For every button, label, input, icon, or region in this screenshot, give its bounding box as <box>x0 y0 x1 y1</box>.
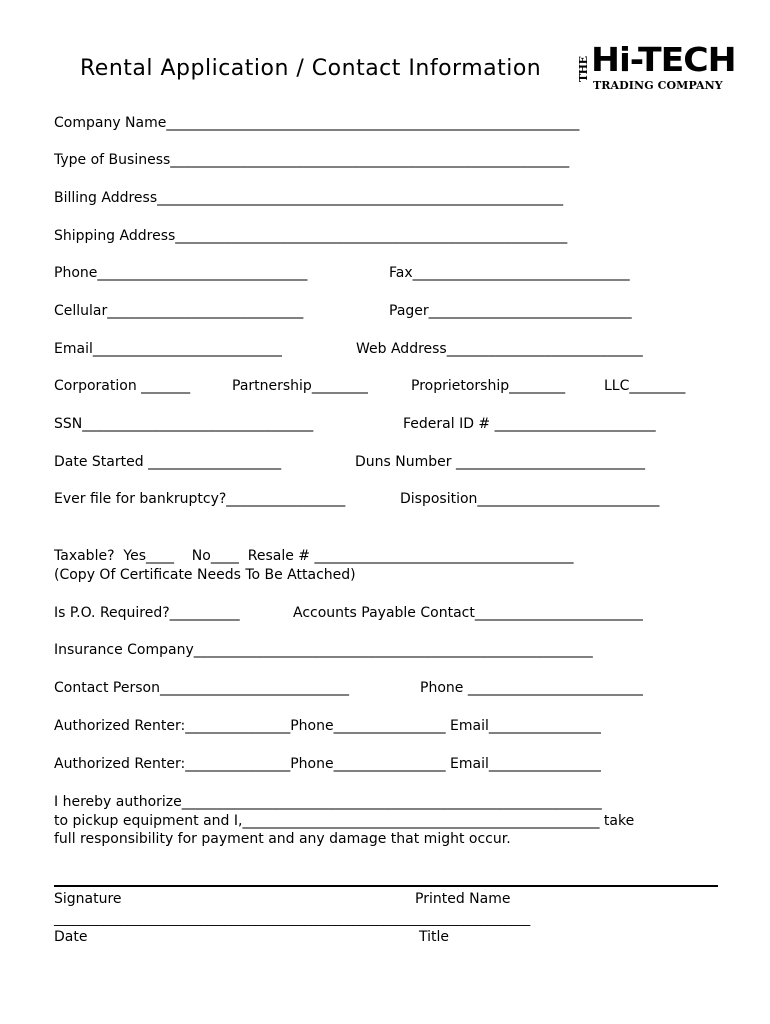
federal-id-field[interactable]: Federal ID # _______________________ <box>403 416 656 432</box>
pager-field[interactable]: Pager_____________________________ <box>389 303 632 319</box>
authorize-line-3: full responsibility for payment and any damage that might occur. <box>54 831 511 847</box>
taxable-resale-field[interactable]: Taxable? Yes____ No____ Resale # _____________________________________ <box>54 548 574 564</box>
phone-field[interactable]: Phone______________________________ <box>54 265 308 281</box>
contact-phone-field[interactable]: Phone _________________________ <box>420 680 643 696</box>
partnership-field[interactable]: Partnership________ <box>232 378 368 394</box>
authorize-line-1[interactable]: I hereby authorize____________________________________________________________ <box>54 794 602 810</box>
signature-underline[interactable]: ______________________________________________________________________________ <box>54 912 530 927</box>
logo-trading-company-text: TRADING COMPANY <box>593 79 723 92</box>
proprietorship-field[interactable]: Proprietorship________ <box>411 378 566 394</box>
disposition-field[interactable]: Disposition__________________________ <box>400 491 660 507</box>
accounts-payable-field[interactable]: Accounts Payable Contact________________________ <box>293 605 643 621</box>
printed-name-label: Printed Name <box>415 891 511 907</box>
hi-tech-logo <box>577 40 736 96</box>
duns-number-field[interactable]: Duns Number ___________________________ <box>355 454 645 470</box>
authorized-renter-1-row[interactable]: Authorized Renter:_______________Phone________________ Email________________ <box>54 718 601 734</box>
corporation-field[interactable]: Corporation _______ <box>54 378 191 394</box>
authorized-renter-2-row[interactable]: Authorized Renter:_______________Phone________________ Email________________ <box>54 756 601 772</box>
web-address-field[interactable]: Web Address____________________________ <box>356 341 643 357</box>
title-label: Title <box>419 929 450 945</box>
llc-field[interactable]: LLC________ <box>604 378 686 394</box>
cellular-field[interactable]: Cellular____________________________ <box>54 303 304 319</box>
signature-label: Signature <box>54 891 122 907</box>
insurance-company-field[interactable]: Insurance Company_________________________________________________________ <box>54 642 593 658</box>
logo-hitech-text: Hi-TECH <box>591 40 736 79</box>
certificate-note: (Copy Of Certificate Needs To Be Attached) <box>54 567 356 583</box>
type-of-business-field[interactable]: Type of Business_________________________________________________________ <box>54 152 570 168</box>
ssn-field[interactable]: SSN_________________________________ <box>54 416 314 432</box>
company-name-field[interactable]: Company Name___________________________________________________________ <box>54 115 580 131</box>
signature-divider-rule <box>54 885 718 887</box>
email-field[interactable]: Email___________________________ <box>54 341 282 357</box>
po-required-field[interactable]: Is P.O. Required?__________ <box>54 605 240 621</box>
page-title: Rental Application / Contact Information <box>80 56 542 81</box>
date-started-field[interactable]: Date Started ___________________ <box>54 454 282 470</box>
contact-person-field[interactable]: Contact Person___________________________ <box>54 680 349 696</box>
authorize-line-2[interactable]: to pickup equipment and I,___________________________________________________ take <box>54 813 635 829</box>
date-label: Date <box>54 929 88 945</box>
fax-field[interactable]: Fax_______________________________ <box>389 265 630 281</box>
shipping-address-field[interactable]: Shipping Address________________________________________________________ <box>54 228 568 244</box>
logo-the-text: THE <box>577 56 590 82</box>
bankruptcy-field[interactable]: Ever file for bankruptcy?_________________ <box>54 491 346 507</box>
billing-address-field[interactable]: Billing Address__________________________________________________________ <box>54 190 564 206</box>
